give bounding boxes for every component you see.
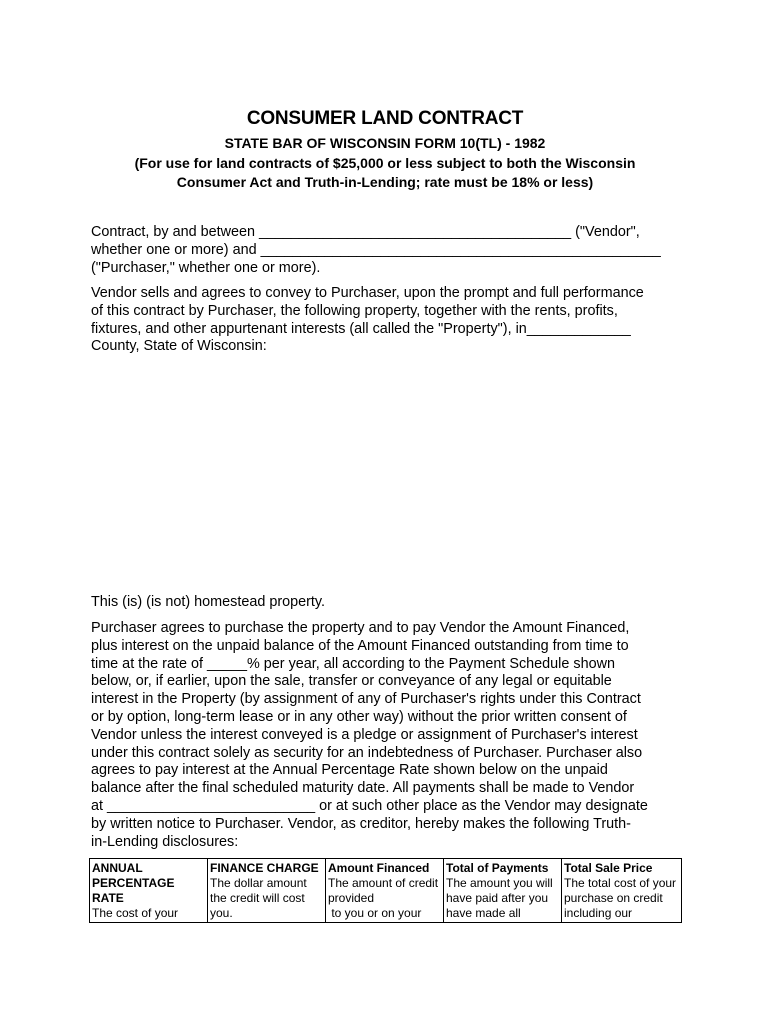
paragraph-line: plus interest on the unpaid balance of the Amount Financed outstanding from time to xyxy=(91,637,629,654)
apr-heading: ANNUAL xyxy=(92,861,143,875)
finance-charge-description: you. xyxy=(210,906,233,920)
paragraph-line: by written notice to Purchaser. Vendor, as creditor, hereby makes the following Truth- xyxy=(91,815,631,832)
paragraph-line: of this contract by Purchaser, the following property, together with the rents, profits, xyxy=(91,302,618,319)
parties-paragraph xyxy=(91,224,691,277)
amount-financed-description: The amount of credit xyxy=(328,876,439,890)
truth-in-lending-table xyxy=(89,858,682,923)
document-title: CONSUMER LAND CONTRACT xyxy=(246,108,524,129)
total-sale-price-description: The total cost of your xyxy=(564,876,677,890)
paragraph-line: whether one or more) and __________________________________________________ xyxy=(91,241,661,258)
paragraph-line: or by option, long-term lease or in any other way) without the prior written consent of xyxy=(91,708,627,725)
apr-description: The cost of your xyxy=(92,906,179,920)
amount-financed-cell xyxy=(326,859,444,923)
paragraph-line: under this contract solely as security for an indebtedness of Purchaser. Purchaser also xyxy=(91,744,643,761)
paragraph-line: fixtures, and other appurtenant interests (all called the "Property"), in_____________ xyxy=(91,320,631,337)
form-designation: STATE BAR OF WISCONSIN FORM 10(TL) - 1982 xyxy=(224,135,546,151)
paragraph-line: at __________________________ or at such other place as the Vendor may designate xyxy=(91,797,648,814)
total-payments-cell xyxy=(444,859,562,923)
usage-note-line-1: (For use for land contracts of $25,000 or less subject to both the Wisconsin xyxy=(134,155,636,171)
amount-financed-heading: Amount Financed xyxy=(328,861,430,875)
usage-note-line-2: Consumer Act and Truth-in-Lending; rate must be 18% or less) xyxy=(176,174,594,190)
paragraph-line: interest in the Property (by assignment of any of Purchaser's rights under this Contract xyxy=(91,691,641,708)
paragraph-line: agrees to pay interest at the Annual Percentage Rate shown below on the unpaid xyxy=(91,762,608,779)
paragraph-line: County, State of Wisconsin: xyxy=(91,338,267,355)
paragraph-line: below, or, if earlier, upon the sale, transfer or conveyance of any legal or equitable xyxy=(91,673,612,690)
paragraph-line: Vendor unless the interest conveyed is a pledge or assignment of Purchaser's interest xyxy=(91,726,638,743)
paragraph-line: in-Lending disclosures: xyxy=(91,833,239,850)
amount-financed-description: to you or on your xyxy=(328,906,422,920)
total-payments-description: The amount you will xyxy=(446,876,553,890)
total-sale-price-description: including our xyxy=(564,906,633,920)
paragraph-line: Purchaser agrees to purchase the property and to pay Vendor the Amount Financed, xyxy=(91,620,630,636)
purchase-terms-paragraph xyxy=(91,620,691,851)
paragraph-line: time at the rate of _____% per year, all according to the Payment Schedule shown xyxy=(91,655,615,672)
apr-cell xyxy=(90,859,208,923)
apr-heading: RATE xyxy=(92,891,124,905)
total-payments-description: have paid after you xyxy=(446,891,549,905)
total-sale-price-heading: Total Sale Price xyxy=(564,861,653,875)
total-sale-price-cell xyxy=(562,859,682,923)
finance-charge-heading: FINANCE CHARGE xyxy=(210,861,319,875)
paragraph-line: balance after the final scheduled maturity date. All payments shall be made to Vendor xyxy=(91,780,635,797)
conveyance-paragraph xyxy=(91,285,691,356)
amount-financed-description: provided xyxy=(328,891,375,905)
apr-heading: PERCENTAGE xyxy=(92,876,175,890)
finance-charge-cell xyxy=(208,859,326,923)
finance-charge-description: the credit will cost xyxy=(210,891,305,905)
paragraph-line: ("Purchaser," whether one or more). xyxy=(91,259,321,276)
total-payments-heading: Total of Payments xyxy=(446,861,549,875)
total-payments-description: have made all xyxy=(446,906,521,920)
paragraph-line: Vendor sells and agrees to convey to Purchaser, upon the prompt and full performance xyxy=(91,285,644,301)
homestead-statement: This (is) (is not) homestead property. xyxy=(91,594,326,610)
paragraph-line: Contract, by and between _______________________________________ ("Vendor", xyxy=(91,224,640,240)
total-sale-price-description: purchase on credit xyxy=(564,891,663,905)
finance-charge-description: The dollar amount xyxy=(210,876,307,890)
